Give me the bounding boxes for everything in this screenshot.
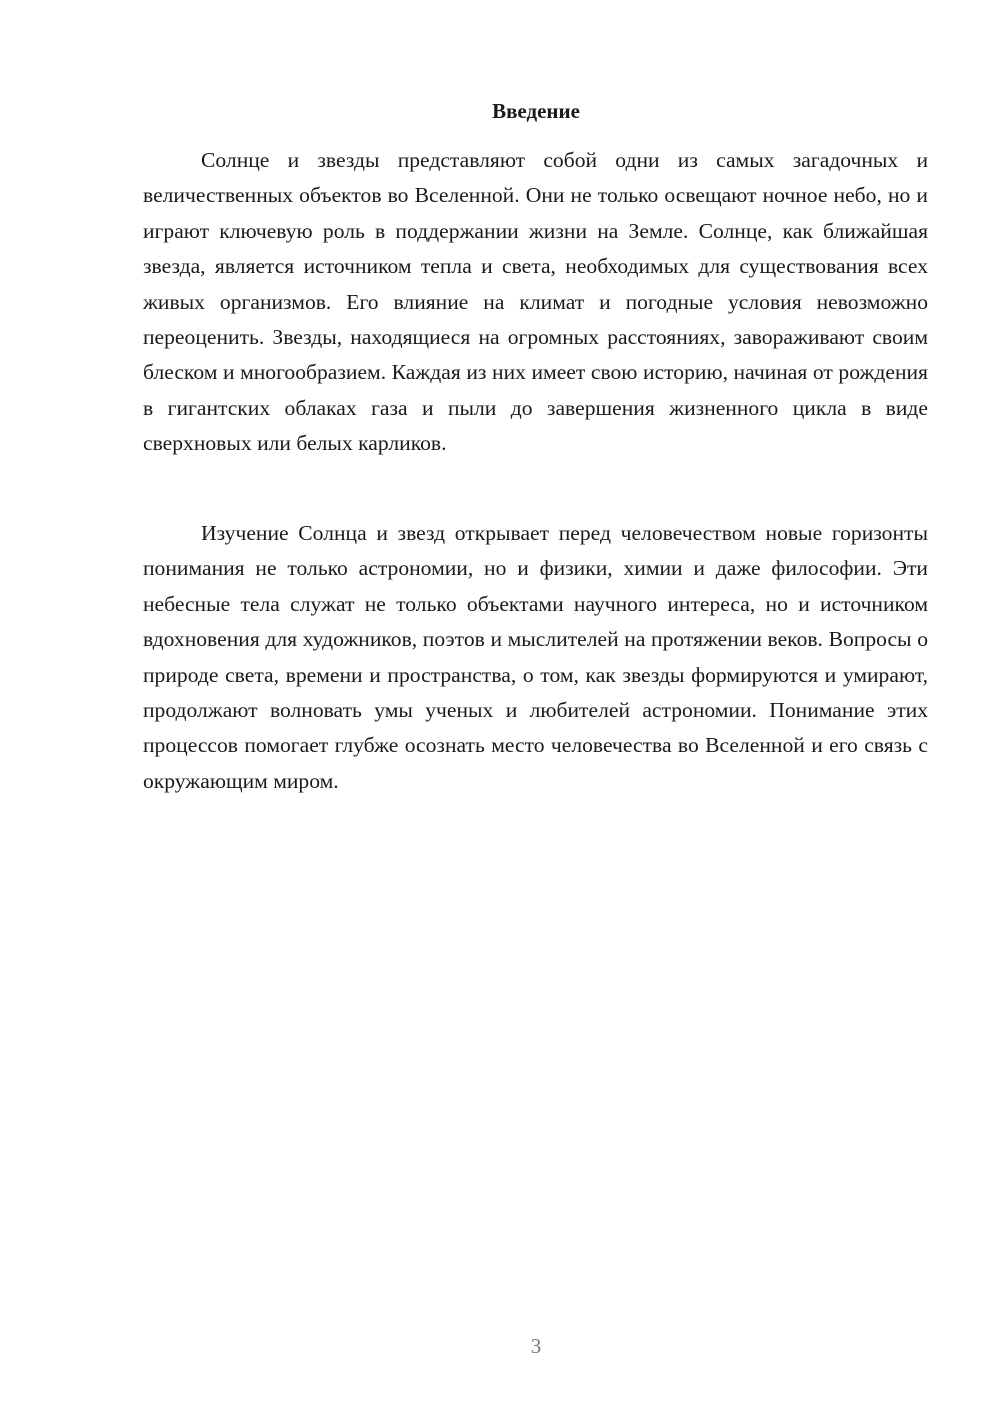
- page-number: 3: [530, 1334, 542, 1358]
- section-heading: Введение: [492, 99, 580, 123]
- paragraph-1: Солнце и звезды представляют собой одни из самых загадочных и величественных объектов во Вселенной. Они не только освещают ночное небо, но и играют ключевую роль в поддержании жизни на Земле. Солнце, как ближайшая звезда, является источником тепла и света, необходимых для существования всех живых организмов. Его влияние на климат и погодные условия невозможно переоценить. Звезды, находящиеся на огромных расстояниях, завораживают своим блеском и многообразием. Каждая из них имеет свою историю, начиная от рождения в гигантских облаках газа и пыли до завершения жизненного цикла в виде сверхновых или белых карликов.: [143, 148, 928, 456]
- paragraph-2: Изучение Солнца и звезд открывает перед человечеством новые горизонты понимания не только астрономии, но и физики, химии и даже философии. Эти небесные тела служат не только объектами научного интереса, но и источником вдохновения для художников, поэтов и мыслителей на протяжении веков. Вопросы о природе света, времени и пространства, о том, как звезды формируются и умирают, продолжают волновать умы ученых и любителей астрономии. Понимание этих процессов помогает глубже осознать место человечества во Вселенной и его связь с окружающим миром.: [143, 521, 928, 793]
